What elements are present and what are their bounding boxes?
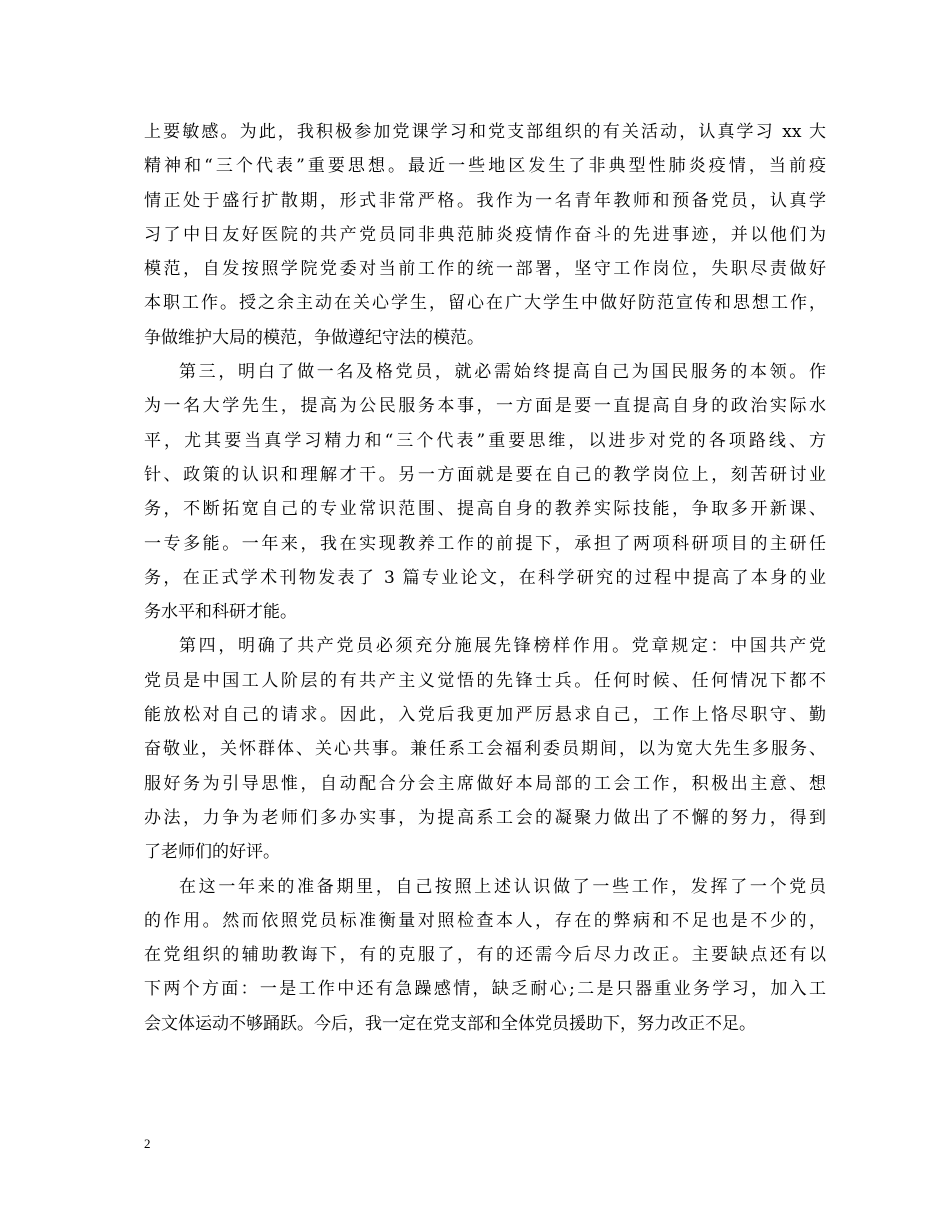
text-line: 情正处于盛行扩散期，形式非常严格。我作为一名青年教师和预备党员，认真学 xyxy=(144,190,826,211)
text-line: 针、政策的认识和理解才干。另一方面就是要在自己的教学岗位上，刻苦研讨业 xyxy=(144,464,826,485)
text-line: 模范，自发按照学院党委对当前工作的统一部署，坚守工作岗位，失职尽责做好 xyxy=(144,259,826,280)
text-line: 党员是中国工人阶层的有共产主义觉悟的先锋士兵。任何时候、任何情况下都不 xyxy=(144,670,826,691)
text-line: 上要敏感。为此，我积极参加党课学习和党支部组织的有关活动，认真学习 xx 大 xyxy=(144,122,826,142)
text-line: 奋敬业，关怀群体、关心共事。兼任系工会福利委员期间，以为宽大先生多服务、 xyxy=(144,739,826,760)
text-line: 第三，明白了做一名及格党员，就必需始终提高自己为国民服务的本领。作 xyxy=(179,362,826,383)
text-line: 本职工作。授之余主动在关心学生，留心在广大学生中做好防范宣传和思想工作， xyxy=(144,293,826,314)
text-line: 能放松对自己的请求。因此，入党后我更加严厉悬求自己，工作上恪尽职守、勤 xyxy=(144,705,826,726)
text-line: 务，不断拓宽自己的专业常识范围、提高自身的教养实际技能，争取多开新课、 xyxy=(144,499,826,520)
text-line: 一专多能。一年来，我在实现教养工作的前提下，承担了两项科研项目的主研任 xyxy=(144,533,826,554)
text-line: 下两个方面：一是工作中还有急躁感情，缺乏耐心;二是只器重业务学习，加入工 xyxy=(144,979,826,1000)
text-line: 在这一年来的准备期里，自己按照上述认识做了一些工作，发挥了一个党员 xyxy=(179,876,826,897)
text-line: 办法，力争为老师们多办实事，为提高系工会的凝聚力做出了不懈的努力，得到 xyxy=(144,807,826,828)
text-line: 了老师们的好评。 xyxy=(144,842,280,863)
text-line: 的作用。然而依照党员标准衡量对照检查本人，存在的弊病和不足也是不少的， xyxy=(144,910,826,931)
body-text xyxy=(144,115,826,1041)
text-line: 为一名大学先生，提高为公民服务本事，一方面是要一直提高自身的政治实际水 xyxy=(144,396,826,417)
text-line: 务水平和科研才能。 xyxy=(144,602,297,623)
paragraph xyxy=(144,629,826,869)
text-line: 服好务为引导思惟，自动配合分会主席做好本局部的工会工作，积极出主意、想 xyxy=(144,773,826,794)
text-line: 精神和“三个代表”重要思想。最近一些地区发生了非典型性肺炎疫情，当前疫 xyxy=(144,156,826,177)
text-line: 第四，明确了共产党员必须充分施展先锋榜样作用。党章规定：中国共产党 xyxy=(179,636,826,657)
paragraph xyxy=(144,115,826,355)
text-line: 习了中日友好医院的共产党员同非典范肺炎疫情作奋斗的先进事迹，并以他们为 xyxy=(144,224,826,245)
paragraph xyxy=(144,355,826,629)
text-line: 在党组织的辅助教诲下，有的克服了，有的还需今后尽力改正。主要缺点还有以 xyxy=(144,945,826,966)
page-number: 2 xyxy=(144,1136,151,1151)
text-line: 争做维护大局的模范，争做遵纪守法的模范。 xyxy=(144,327,484,348)
text-line: 平，尤其要当真学习精力和“三个代表”重要思维，以进步对党的各项路线、方 xyxy=(144,430,826,451)
text-line: 会文体运动不够踊跃。今后，我一定在党支部和全体党员援助下，努力改正不足。 xyxy=(144,1013,756,1034)
paragraph xyxy=(144,870,826,1041)
text-line: 务，在正式学术刊物发表了 3 篇专业论文，在科学研究的过程中提高了本身的业 xyxy=(144,567,826,588)
